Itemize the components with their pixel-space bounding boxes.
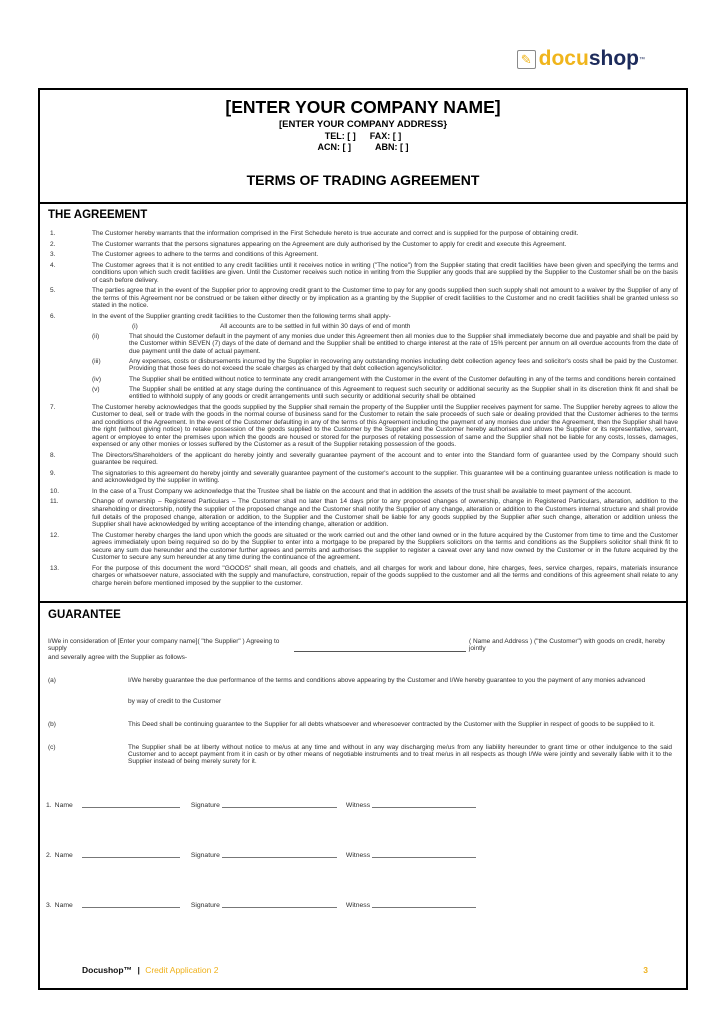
witness-blank-line-2[interactable] [372, 852, 476, 858]
clause-13 [50, 565, 678, 588]
clause-6 [50, 313, 678, 401]
page-footer [82, 965, 648, 975]
guarantee-item-label: (b) [48, 721, 56, 729]
name-blank-line-1[interactable] [82, 802, 180, 808]
clause-3 [50, 251, 678, 259]
signature-label: Signature [190, 852, 220, 860]
guarantee-item-text: This Deed shall be continuing guarantee to the Supplier for all debts whatsoever and wheresoever contracted by the Customer with the Supplier in respect of goods to be supplied to it. [128, 721, 655, 729]
guarantee-section-heading: GUARANTEE [48, 609, 121, 622]
clause-text: In the case of a Trust Company we acknowledge that the Trustee shall be liable on the account and that in addition the assets of the trust shall be available to meet payment of the account. [92, 487, 632, 495]
signature-blank-line-1[interactable] [222, 802, 337, 808]
page-number: 3 [643, 965, 648, 975]
clause-text: The Customer agrees that it is not entitled to any credit facilities until it receives notice in writing ("The notice") from the Supplier stating that credit facilities have been given and specifying the terms and conditions upon which such credit facilities are given. Until the Customer receives such notice in writing from the Supplier any goods that are supplied by the Supplier to the Customer shall be on the basis of cash before delivery. [92, 261, 678, 284]
subclause-text: Any expenses, costs or disbursements incurred by the Supplier in recovering any outstanding monies including debt collection agency fees and solicitor's costs shall be paid by the Customer. Providing that those fees do not exceed the scale charges as charged by that debt collection agency/solicitor. [129, 357, 678, 373]
clause-text: The Customer agrees to adhere to the terms and conditions of this Agreement. [92, 251, 319, 259]
clause-number: 13. [50, 564, 60, 572]
signature-label: Signature [190, 802, 220, 810]
name-blank-line-3[interactable] [82, 902, 180, 908]
guarantee-intro-part2: ( Name and Address ) ("the Customer") with goods on credit, hereby jointly [468, 638, 666, 653]
guarantee-item-c [48, 744, 676, 765]
subclause-i [132, 323, 678, 331]
name-label: Name [54, 902, 73, 910]
subclause-ii [92, 333, 678, 356]
guarantee-item-text: The Supplier shall be at liberty without notice to me/us at any time and without in any way discharging me/us from any liability hereunder to grant time or other indulgence to the said Customer and to accept payment from it in cash or by other means of negotiable instruments and to treat me/us in all respects as though I/We were jointly and severally liable with it to the Supplier instead of being merely surety for it. [128, 744, 672, 766]
clause-text: The Customer warrants that the persons signatures appearing on the Agreement are duly authorised by the Customer to apply for credit and execute this Agreement. [92, 240, 567, 248]
subclause-iv [92, 376, 678, 384]
subclause-label: (i) [132, 322, 138, 330]
clause-text [92, 313, 678, 401]
signature-row-index: 1. [46, 802, 52, 810]
signature-row-1 [46, 802, 676, 809]
subclause-text: That should the Customer default in the payment of any monies due under this Agreement then all monies due to the Supplier shall immediately become due and payable and shall be paid by the Customer within SEVEN (7) days of the date of demand and the Supplier shall be entitled to charge interest at the rate of 15% percent per annum on all overdue accounts from the date of due payment until the date of actual payment. [129, 332, 678, 355]
clause-2 [50, 241, 678, 249]
guarantee-item-a-continued: by way of credit to the Customer [128, 698, 222, 706]
guarantee-intro-line [48, 638, 676, 652]
witness-label: Witness [345, 902, 371, 910]
subclause-iii [92, 358, 678, 373]
clause-1 [50, 230, 678, 238]
clause-number: 10. [50, 487, 60, 495]
guarantee-intro-part3: and severally agree with the Supplier as follows- [48, 654, 188, 662]
fax-field: FAX: [ ] [369, 131, 402, 141]
clause-number: 11. [50, 498, 59, 506]
footer-left [82, 965, 218, 975]
clause-number: 1. [50, 230, 56, 237]
tel-fax-row [40, 131, 686, 141]
footer-separator: | [137, 965, 140, 975]
clause-10 [50, 488, 678, 496]
clause-11 [50, 498, 678, 528]
guarantee-item-a [48, 677, 676, 684]
subclause-label: (ii) [92, 332, 100, 340]
acn-abn-row [40, 142, 686, 152]
agreement-clauses [40, 221, 686, 587]
clause-5 [50, 287, 678, 310]
clause-number: 8. [50, 451, 56, 459]
pencil-icon: ✎ [517, 50, 536, 69]
clause-number: 5. [50, 287, 56, 295]
clause-text: The Customer hereby acknowledges that the goods supplied by the Supplier shall remain the property of the Supplier until the Supplier receives payment for same. The Supplier hereby agrees to allow the Customer to deal, sell or trade with the goods in the normal course of business sand for the Customer to retain the sale proceeds of such sale or dealing provided that the Customer adheres to the terms and conditions of the Agreement. In the event of the Customer defaulting in any of the terms of this Agreement including the payment of any monies due under the Agreement, then the Supplier shall have the right (without giving notice) to retake possession of the goods supplied to the Customer by the Supplier and the Customer hereby authorises and allows the Supplier or its representative, servant, agent or employee to enter the premises upon which the goods are housed or stored for the purposes of retaking possession of same and the Supplier shall not be liable for any costs, losses, damages, expensed or any other monies or losses suffered by the Customer as a result of the Supplier retaking possession of the goods. [92, 403, 678, 449]
clause-number: 12. [50, 531, 60, 539]
logo-text-docu: docu [538, 47, 589, 70]
subclause-label: (iv) [92, 375, 102, 383]
document-header [40, 90, 686, 188]
signature-area [40, 802, 686, 909]
tel-field: TEL: [ ] [324, 131, 356, 141]
signature-blank-line-2[interactable] [222, 852, 337, 858]
clause-number: 6. [50, 312, 56, 320]
trademark-symbol: ™ [639, 57, 645, 63]
guarantee-intro-part1: I/We in consideration of [Enter your company name]( "the Supplier" ) Agreeing to supply [48, 638, 280, 653]
clause-number: 3. [50, 251, 56, 259]
signature-row-index: 2. [46, 852, 52, 860]
supply-to-blank-line[interactable] [294, 645, 466, 652]
abn-field: ABN: [ ] [375, 142, 409, 152]
clause-12 [50, 532, 678, 562]
witness-blank-line-1[interactable] [372, 802, 476, 808]
acn-field: ACN: [ ] [317, 142, 351, 152]
clause-text: For the purpose of this document the word "GOODS" shall mean, all goods and chattels, and all charges for work and labour done, hire charges, fees, service charges, repairs, materials insurance charges or whatsoever nature, associated with the supply and manufacture, construction, repair of the goods supplied to the customer and all the terms and conditions of this agreement shall relate to any charge herein before mentioned imposed by the supplier to the customer. [92, 564, 678, 587]
clause-8 [50, 452, 678, 467]
clause-9 [50, 470, 678, 485]
witness-label: Witness [345, 802, 371, 810]
document-title: TERMS OF TRADING AGREEMENT [246, 172, 480, 188]
clause-text: The signatories to this agreement do hereby jointly and severally guarantee payment of the customer's account to the supplier. This guarantee will be a continuing guarantee unless notification is made to and acknowledged by the supplier in writing. [92, 469, 678, 485]
guarantee-item-b [48, 721, 676, 728]
clause-text: The parties agree that in the event of the Supplier prior to approving credit grant to the Customer time to pay for any goods supplied then such supply shall not amount to a waiver by the Supplier of any of the terms of this Agreement nor be construed or be taken either directly or by implication as a granting by the Supplier of credit facilities to the Customer and no credit facilities shall be granted unless so stated in the notice. [92, 287, 678, 310]
document-border-box [38, 88, 688, 990]
witness-label: Witness [345, 852, 371, 860]
clause-text: The Customer hereby charges the land upon which the goods are situated or the work carried out and the other land owned or in the future acquired by the Customer from time to time and the Customer agrees immediately upon being required so do by the Supplier to enter into a mortgage to be prepared by the Suppliers solicitors on the terms and conditions as the Suppliers solicitor shall think fit to secure any sum due hereunder and the customer further agrees and permits and authorises the supplier to register a caveat over any land now owned by the Customer or in the future acquired by the Customer to secure any sum hereunder at any time during the continuance of the agreement. [92, 531, 678, 562]
subclause-text: The Supplier shall be entitled at any stage during the continuance of this Agreement to request such security or additional security as the Supplier shall in its discretion think fit and shall be entitled to withhold supply of any goods or credit arrangements until such security or additional security shall be obtained [129, 385, 678, 401]
clause-number: 2. [50, 240, 56, 248]
name-label: Name [54, 802, 73, 810]
guarantee-section [40, 603, 686, 765]
subclause-label: (iii) [92, 357, 101, 365]
clause-4 [50, 262, 678, 285]
signature-row-index: 3. [46, 902, 52, 910]
clause-text: Change of ownership – Registered Particulars – The Customer shall no later than 14 days prior to any proposed changes of ownership, change in Registered Particulars, alteration, addition to the shareholding or directorship, notify the supplier of the proposed change and the Customer shall notify the Supplier of any change, alteration or addition to the Customers internal structure and shall provide full details of the proposed change, alteration or addition, to the Supplier and the Customer shall be liable for any goods supplied by the Supplier after such change, alteration or addition unless the Supplier shall have acknowledged by writing acceptance of the intending change, alteration or addition. [92, 498, 678, 529]
subclause-text: All accounts are to be settled in full within 30 days of end of month [220, 322, 411, 330]
signature-blank-line-3[interactable] [222, 902, 337, 908]
footer-brand: Docushop™ [82, 965, 133, 975]
clause-7 [50, 404, 678, 449]
clause-6-intro: In the event of the Supplier granting credit facilities to the Customer then the following terms shall apply- [92, 312, 391, 320]
clause-number: 4. [50, 261, 56, 269]
subclause-label: (v) [92, 385, 100, 393]
clause-text: The Directors/Shareholders of the applicant do hereby jointly and severally guarantee payment of the account and to enter into the Standard form of guarantee used by the Company should such guarantee be required. [92, 451, 678, 467]
guarantee-item-label: (a) [48, 677, 56, 685]
logo-text-shop: shop [588, 47, 639, 70]
witness-blank-line-3[interactable] [372, 902, 476, 908]
signature-row-3 [46, 902, 676, 909]
clause-number: 7. [50, 403, 56, 411]
company-name-placeholder: [ENTER YOUR COMPANY NAME] [225, 97, 501, 117]
company-address-placeholder: [ENTER YOUR COMPANY ADDRESS} [278, 119, 448, 130]
guarantee-item-label: (c) [48, 744, 56, 752]
agreement-section-heading: THE AGREEMENT [48, 209, 148, 221]
guarantee-item-text: I/We hereby guarantee the due performance of the terms and conditions above appearing by the Customer and I/We hereby guarantee to you the payment of any monies advanced [128, 677, 646, 685]
signature-row-2 [46, 852, 676, 859]
docushop-logo [517, 47, 645, 71]
clause-number: 9. [50, 469, 56, 477]
clause-text: The Customer hereby warrants that the information comprised in the First Schedule hereto is true accurate and correct and is supplied for the purpose of obtaining credit. [92, 230, 579, 237]
signature-label: Signature [190, 902, 220, 910]
subclause-text: The Supplier shall be entitled without notice to terminate any credit arrangement with the Customer in the event of the Customer defaulting in any of the terms and conditions herein contained [129, 375, 676, 383]
footer-document-name: Credit Application 2 [145, 965, 219, 975]
name-label: Name [54, 852, 73, 860]
name-blank-line-2[interactable] [82, 852, 180, 858]
subclause-v [92, 386, 678, 401]
